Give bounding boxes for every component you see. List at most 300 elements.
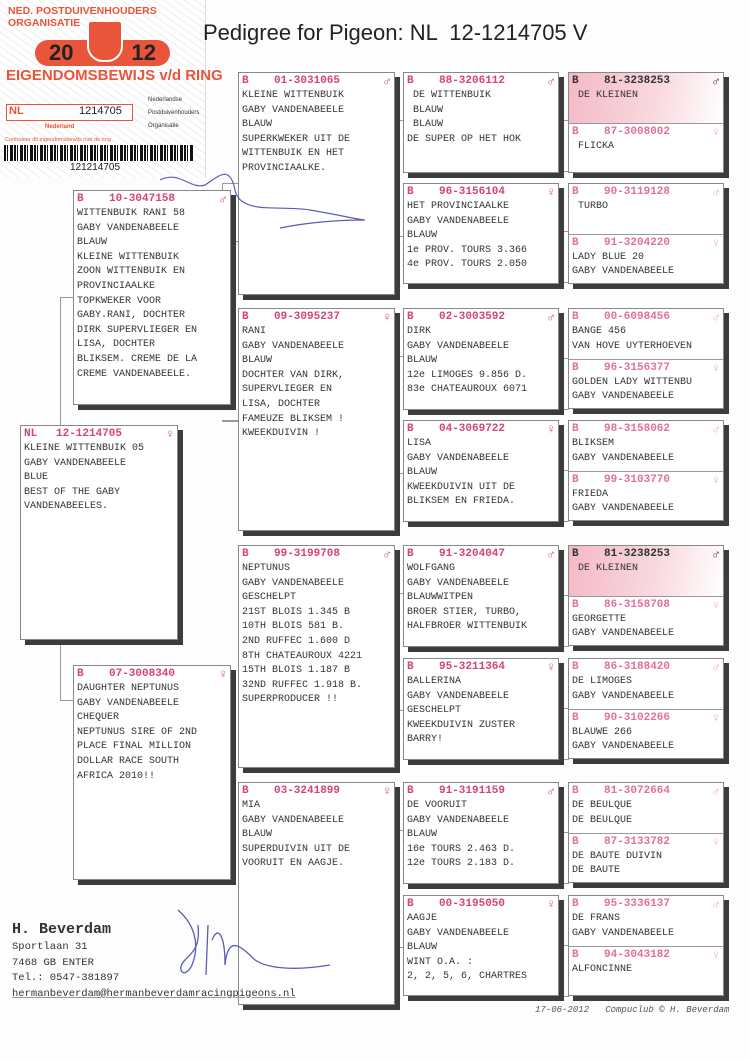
pigeon-card-ssds[interactable] xyxy=(569,184,723,234)
country-prefix: B xyxy=(572,186,579,198)
pigeon-header xyxy=(242,784,391,799)
pigeon-info-line: BLUE xyxy=(24,472,49,484)
pigeon-header xyxy=(407,547,555,562)
sex-icon: ♀ xyxy=(547,660,555,675)
pigeon-info-line: WITTENBUIK RANI 58 xyxy=(77,208,186,219)
owner-phone: Tel.: 0547-381897 xyxy=(12,972,120,984)
pigeon-info-line: 12e LIMOGES 9.856 D. xyxy=(407,369,528,381)
pedigree-connector xyxy=(222,420,239,422)
pigeon-info-line: BLAUW xyxy=(407,104,444,116)
pigeon-info-line: SUPERDUIVIN UIT DE xyxy=(242,843,351,855)
pigeon-info-line: KLEINE WITTENBUIK 05 xyxy=(24,443,145,454)
ring-number: 03-3241899 xyxy=(274,785,341,797)
sex-icon: ♂ xyxy=(712,310,720,325)
cert-ring-number: 1214705 xyxy=(79,105,122,117)
npo-logo xyxy=(148,94,199,133)
country-prefix: B xyxy=(407,186,414,198)
ring-number: 87-3008002 xyxy=(604,125,671,138)
country-prefix: B xyxy=(77,193,84,205)
cert-country: NL xyxy=(9,105,24,117)
country-prefix: B xyxy=(572,548,579,560)
page-title: Pedigree for Pigeon: NL 12-1214705 V xyxy=(203,20,588,45)
pedigree-connector xyxy=(60,640,74,701)
pigeon-info-line: BEST OF THE GABY xyxy=(24,486,121,498)
country-prefix: B xyxy=(572,423,579,435)
country-prefix: B xyxy=(572,311,579,323)
sex-icon: ♀ xyxy=(383,310,391,325)
pigeon-card-sddd[interactable] xyxy=(569,471,723,521)
pigeon-info-line: 83e CHATEAUROUX 6071 xyxy=(407,384,528,396)
pigeon-card-sdss[interactable] xyxy=(569,309,723,359)
pigeon-info-line: GABY VANDENABEELE xyxy=(407,577,510,589)
pigeon-card-sd[interactable] xyxy=(238,308,395,531)
cert-heading: EIGENDOMSBEWIJS v/d RING xyxy=(6,67,223,84)
pigeon-header xyxy=(77,667,227,682)
pigeon-info-line: DIRK xyxy=(407,326,432,337)
pigeon-pair-card xyxy=(568,308,724,409)
pigeon-info-line: BLIKSEM EN FRIEDA. xyxy=(407,496,516,508)
lion-crest-icon xyxy=(87,20,123,62)
pigeon-header xyxy=(572,473,720,488)
country-prefix: B xyxy=(572,785,579,797)
country-prefix: B xyxy=(572,661,579,673)
pigeon-info-line: VANDENABEELES. xyxy=(24,501,109,513)
pigeon-card-sss[interactable] xyxy=(403,72,559,173)
pigeon-info-line: GABY VANDENABEELE xyxy=(572,503,675,515)
country-prefix: B xyxy=(572,948,579,961)
ring-number: 95-3336137 xyxy=(604,898,671,910)
pigeon-info-line: 4e PROV. TOURS 2.050 xyxy=(407,259,528,271)
pigeon-info-line: GABY VANDENABEELE xyxy=(77,697,180,709)
pigeon-info-line: NEPTUNUS SIRE OF 2ND xyxy=(77,726,198,738)
pigeon-info-line: GABY VANDENABEELE xyxy=(572,927,675,939)
sex-icon: ♀ xyxy=(166,427,174,442)
ring-number: 86-3188420 xyxy=(604,661,671,673)
sex-icon: ♂ xyxy=(712,185,720,200)
sex-icon: ♂ xyxy=(547,547,555,562)
sex-icon: ♀ xyxy=(712,235,720,251)
ring-number: 94-3043182 xyxy=(604,948,671,961)
cert-org: NED. POSTDUIVENHOUDERS ORGANISATIE xyxy=(8,5,157,29)
pigeon-header xyxy=(572,74,720,89)
sex-icon: ♀ xyxy=(712,947,720,963)
pigeon-info-line: KWEEKDUIVIN ZUSTER xyxy=(407,719,516,731)
pigeon-header xyxy=(407,422,555,437)
pigeon-info-line: ZOON WITTENBUIK EN xyxy=(77,266,186,278)
npo-line: Organisatie xyxy=(148,123,179,129)
pigeon-info-line: MIA xyxy=(242,800,261,811)
pigeon-info-line: GABY VANDENABEELE xyxy=(572,391,675,403)
pigeon-info-line: GABY VANDENABEELE xyxy=(24,457,127,469)
pigeon-header xyxy=(407,660,555,675)
sex-icon: ♂ xyxy=(547,310,555,325)
pigeon-card-subject[interactable] xyxy=(20,425,178,640)
ring-number: 96-3156104 xyxy=(439,186,506,198)
country-prefix: B xyxy=(407,423,414,435)
country-prefix: B xyxy=(572,361,579,374)
sex-icon: ♂ xyxy=(219,192,227,207)
pigeon-header xyxy=(572,897,720,912)
pigeon-card-dssd[interactable] xyxy=(569,596,723,646)
pigeon-info-line: 1e PROV. TOURS 3.366 xyxy=(407,244,528,256)
pigeon-info-line: DE BEULQUE xyxy=(572,800,633,811)
pigeon-info-line: DE BEULQUE xyxy=(572,814,633,826)
pigeon-info-line: LISA, DOCHTER xyxy=(242,398,321,410)
pigeon-info-line: PROVINCIAALKE. xyxy=(242,162,327,174)
pigeon-header xyxy=(572,547,720,562)
ring-number: 99-3103770 xyxy=(604,473,671,486)
ring-number: 98-3158062 xyxy=(604,423,671,435)
sex-icon: ♂ xyxy=(712,784,720,799)
pigeon-info-line: GABY VANDENABEELE xyxy=(407,340,510,352)
pigeon-info-line: GABY VANDENABEELE xyxy=(242,340,345,352)
ring-number: 96-3156377 xyxy=(604,361,671,374)
pigeon-info-line: GABY VANDENABEELE xyxy=(407,215,510,227)
pigeon-info-line: AAGJE xyxy=(407,913,438,924)
country-prefix: B xyxy=(242,785,249,797)
pigeon-info-line: TURBO xyxy=(572,201,609,212)
sex-icon: ♀ xyxy=(712,124,720,140)
pigeon-card-dsss[interactable] xyxy=(569,546,723,596)
ring-number: 07-3008340 xyxy=(109,668,176,680)
sex-icon: ♂ xyxy=(383,74,391,89)
pigeon-info-line: DE WITTENBUIK xyxy=(407,90,492,101)
owner-street: Sportlaan 31 xyxy=(12,941,88,953)
pen-scribble xyxy=(160,170,380,230)
pigeon-header xyxy=(407,185,555,200)
pigeon-info-line: GABY.RANI, DOCHTER xyxy=(77,310,186,322)
country-prefix: B xyxy=(77,668,84,680)
barcode xyxy=(4,145,194,161)
owner-email[interactable]: hermanbeverdam@hermanbeverdamracingpigeons.nl xyxy=(12,987,296,1000)
pigeon-info-line: HALFBROER WITTENBUIK xyxy=(407,621,528,633)
pigeon-info-line: BLAUW xyxy=(407,942,438,954)
sex-icon: ♀ xyxy=(712,597,720,613)
pigeon-info-line: CHEQUER xyxy=(77,712,120,724)
owner-name: H. Beverdam xyxy=(12,921,112,938)
pigeon-info-line: AFRICA 2010!! xyxy=(77,770,156,782)
country-prefix: B xyxy=(572,473,579,486)
pigeon-card-dsds[interactable] xyxy=(569,659,723,709)
pigeon-card-ddss[interactable] xyxy=(569,783,723,833)
pigeon-card-ssss[interactable] xyxy=(569,73,723,123)
pigeon-header xyxy=(572,598,720,613)
ring-number: 12-1214705 xyxy=(56,428,123,440)
ring-number: 91-3191159 xyxy=(439,785,506,797)
pigeon-info-line: TOPKWEKER VOOR xyxy=(77,295,162,307)
pigeon-info-line: DE FRANS xyxy=(572,913,621,924)
pigeon-info-line: BROER STIER, TURBO, xyxy=(407,606,522,618)
pigeon-header xyxy=(572,361,720,376)
ring-number: 81-3238253 xyxy=(604,548,671,560)
pigeon-info-line: HET PROVINCIAALKE xyxy=(407,201,510,212)
country-prefix: B xyxy=(572,835,579,848)
pigeon-info-line: GABY VANDENABEELE xyxy=(572,690,675,702)
pigeon-info-line: GABY VANDENABEELE xyxy=(242,814,345,826)
pigeon-info-line: 32ND RUFFEC 1.918 B. xyxy=(242,679,363,691)
pigeon-info-line: GABY VANDENABEELE xyxy=(572,266,675,278)
pigeon-info-line: SUPERKWEKER UIT DE xyxy=(242,133,351,145)
ring-number: 09-3095237 xyxy=(274,311,341,323)
pigeon-info-line: ALFONCINNE xyxy=(572,963,633,975)
cert-year-left: 20 xyxy=(49,40,74,65)
pigeon-info-line: KLEINE WITTENBUIK xyxy=(242,90,345,101)
pigeon-info-line: GABY VANDENABEELE xyxy=(407,927,510,939)
pigeon-info-line: BLAUW xyxy=(407,230,438,242)
pigeon-info-line: BLIKSEM. CREME DE LA xyxy=(77,353,198,365)
sex-icon: ♀ xyxy=(712,360,720,376)
pigeon-card-ddds[interactable] xyxy=(569,896,723,946)
pedigree-connector xyxy=(60,297,74,427)
pigeon-info-line: BLAUW xyxy=(407,355,438,367)
footer-credit: 17-06-2012 Compuclub © H. Beverdam xyxy=(535,1005,730,1015)
owner-city: 7468 GB ENTER xyxy=(12,956,94,969)
ring-number: 81-3072664 xyxy=(604,785,671,797)
country-prefix: B xyxy=(572,711,579,724)
sex-icon: ♀ xyxy=(219,667,227,682)
pigeon-header xyxy=(572,711,720,726)
pigeon-info-line: DE KLEINEN xyxy=(572,563,639,574)
pigeon-info-line: BLAUW xyxy=(407,119,444,131)
pigeon-info-line: DE BAUTE DUIVIN xyxy=(572,850,663,862)
pigeon-info-line: KWEEKDUIVIN UIT DE xyxy=(407,481,516,493)
pigeon-header xyxy=(572,784,720,799)
pigeon-info-line: GABY VANDENABEELE xyxy=(242,104,345,116)
country-prefix: B xyxy=(407,311,414,323)
pigeon-info-line: WITTENBUIK EN HET xyxy=(242,148,345,160)
npo-line: Postduivenhouders xyxy=(148,110,200,116)
ring-number: 90-3119128 xyxy=(604,186,671,198)
pigeon-card-ddsd[interactable] xyxy=(569,833,723,883)
pigeon-card-dsd[interactable] xyxy=(403,658,559,760)
pigeon-info-line: VAN HOVE UYTERHOEVEN xyxy=(572,340,693,352)
pigeon-header xyxy=(407,74,555,89)
pigeon-info-line: 8TH CHATEAUROUX 4221 xyxy=(242,650,363,662)
pigeon-info-line: BLAUW xyxy=(242,119,273,131)
pigeon-card-sdds[interactable] xyxy=(569,421,723,471)
pigeon-header xyxy=(572,310,720,325)
country-prefix: B xyxy=(407,785,414,797)
pigeon-info-line: FRIEDA xyxy=(572,488,609,500)
pigeon-header xyxy=(242,74,391,89)
pigeon-card-d[interactable] xyxy=(73,665,231,880)
ring-number: 88-3206112 xyxy=(439,75,506,87)
sex-icon: ♀ xyxy=(383,784,391,799)
pigeon-header xyxy=(242,310,391,325)
pigeon-info-line: BLAUW xyxy=(77,237,108,249)
pigeon-info-line: LADY BLUE 20 xyxy=(572,251,645,263)
pigeon-info-line: BLAUW xyxy=(242,829,273,841)
pigeon-info-line: LISA, DOCHTER xyxy=(77,339,156,351)
pigeon-header xyxy=(407,784,555,799)
pigeon-header xyxy=(242,547,391,562)
pigeon-info-line: WOLFGANG xyxy=(407,563,456,574)
pigeon-card-sdsd[interactable] xyxy=(569,359,723,409)
pigeon-info-line: GABY VANDENABEELE xyxy=(572,741,675,753)
country-prefix: B xyxy=(242,75,249,87)
pigeon-header xyxy=(24,427,174,442)
pigeon-card-dddd[interactable] xyxy=(569,946,723,996)
ring-number: 91-3204047 xyxy=(439,548,506,560)
pigeon-pair-card xyxy=(568,782,724,883)
pigeon-header xyxy=(572,835,720,850)
ring-certificate xyxy=(0,0,223,178)
pigeon-info-line: BLAUWE 266 xyxy=(572,726,633,738)
pigeon-info-line: DE KLEINEN xyxy=(572,90,639,101)
ring-number: 00-6098456 xyxy=(604,311,671,323)
pigeon-info-line: GABY VANDENABEELE xyxy=(572,452,675,464)
sex-icon: ♀ xyxy=(712,710,720,726)
sex-icon: ♂ xyxy=(712,897,720,912)
pigeon-card-ssd[interactable] xyxy=(403,183,559,284)
country-prefix: B xyxy=(407,75,414,87)
pigeon-header xyxy=(572,422,720,437)
pigeon-header xyxy=(572,948,720,963)
signature xyxy=(170,905,340,985)
pigeon-card-ssdd[interactable] xyxy=(569,234,723,284)
pigeon-info-line: DOLLAR RACE SOUTH xyxy=(77,755,180,767)
pigeon-header xyxy=(572,236,720,251)
pigeon-info-line: PROVINCIAALKE xyxy=(77,280,156,292)
pigeon-info-line: 12e TOURS 2.183 D. xyxy=(407,858,516,870)
pigeon-info-line: 16e TOURS 2.463 D. xyxy=(407,843,516,855)
pigeon-info-line: BALLERINA xyxy=(407,676,462,687)
country-prefix: B xyxy=(572,75,579,87)
pigeon-info-line: GABY VANDENABEELE xyxy=(407,452,510,464)
pigeon-info-line: PLACE FINAL MILLION xyxy=(77,741,192,753)
pigeon-pair-card xyxy=(568,72,724,173)
sex-icon: ♂ xyxy=(712,422,720,437)
pigeon-info-line: BLAUW xyxy=(242,355,273,367)
pigeon-info-line: NEPTUNUS xyxy=(242,563,291,574)
pigeon-card-sdd[interactable] xyxy=(403,420,559,522)
ring-number: 00-3195050 xyxy=(439,898,506,910)
pigeon-info-line: 21ST BLOIS 1.345 B xyxy=(242,606,351,618)
pigeon-pair-card xyxy=(568,420,724,521)
pigeon-card-ds[interactable] xyxy=(238,545,395,768)
cert-year-right: 12 xyxy=(131,40,156,65)
pigeon-info-line: FAMEUZE BLIKSEM ! xyxy=(242,413,345,425)
ring-number: 86-3158708 xyxy=(604,598,671,611)
pigeon-info-line: BLAUW xyxy=(407,467,438,479)
country-prefix: B xyxy=(407,661,414,673)
pigeon-info-line: 10TH BLOIS 581 B. xyxy=(242,621,345,633)
pigeon-info-line: GEORGETTE xyxy=(572,613,627,625)
pigeon-info-line: DE LIMOGES xyxy=(572,676,633,687)
pigeon-info-line: BARRY! xyxy=(407,734,444,746)
pigeon-info-line: GABY VANDENABEELE xyxy=(407,814,510,826)
pigeon-info-line: DIRK SUPERVLIEGER EN xyxy=(77,324,198,336)
country-prefix: B xyxy=(242,548,249,560)
country-prefix: NL xyxy=(24,428,38,440)
pigeon-info-line: KWEEKDUIVIN ! xyxy=(242,428,321,440)
ring-number: 10-3047158 xyxy=(109,193,176,205)
cert-control-note: Controleer dit eigendomsbewijs met de ring xyxy=(5,137,111,143)
pigeon-info-line: GOLDEN LADY WITTENBU xyxy=(572,376,693,388)
country-prefix: B xyxy=(572,236,579,249)
cert-ring-field xyxy=(6,104,133,121)
pigeon-info-line: DE BAUTE xyxy=(572,865,621,877)
ring-number: 81-3238253 xyxy=(604,75,671,87)
pigeon-card-ddd[interactable] xyxy=(403,895,559,996)
sex-icon: ♀ xyxy=(547,422,555,437)
pigeon-pair-card xyxy=(568,183,724,284)
pigeon-card-sds[interactable] xyxy=(403,308,559,410)
sex-icon: ♂ xyxy=(712,660,720,675)
country-prefix: B xyxy=(572,898,579,910)
ring-number: 99-3199708 xyxy=(274,548,341,560)
pigeon-pair-card xyxy=(568,658,724,759)
pigeon-card-dsdd[interactable] xyxy=(569,709,723,759)
pigeon-info-line: BLIKSEM xyxy=(572,438,615,449)
pigeon-info-line: DE VOORUIT xyxy=(407,800,468,811)
pigeon-info-line: GABY VANDENABEELE xyxy=(572,628,675,640)
pigeon-pair-card xyxy=(568,895,724,996)
ring-number: 01-3031065 xyxy=(274,75,341,87)
pigeon-info-line: SUPERPRODUCER !! xyxy=(242,694,339,706)
pigeon-header xyxy=(407,897,555,912)
country-prefix: B xyxy=(242,311,249,323)
npo-line: Nederlandse xyxy=(148,97,183,103)
sex-icon: ♂ xyxy=(547,74,555,89)
pigeon-card-dds[interactable] xyxy=(403,782,559,884)
pigeon-info-line: VOORUIT EN AAGJE. xyxy=(242,858,345,870)
pigeon-info-line: GESCHELPT xyxy=(242,592,297,604)
ring-number: 90-3102266 xyxy=(604,711,671,724)
ring-number: 02-3003592 xyxy=(439,311,506,323)
pigeon-info-line: FLICKA xyxy=(572,140,615,152)
pigeon-info-line: GABY VANDENABEELE xyxy=(407,690,510,702)
sex-icon: ♀ xyxy=(547,185,555,200)
pigeon-info-line: DOCHTER VAN DIRK, xyxy=(242,369,345,381)
pigeon-card-dss[interactable] xyxy=(403,545,559,647)
pigeon-info-line: BANGE 456 xyxy=(572,326,627,337)
country-prefix: B xyxy=(572,125,579,138)
sex-icon: ♂ xyxy=(712,547,720,562)
pigeon-info-line: BLAUW xyxy=(407,829,438,841)
cert-nederland: Nederland xyxy=(45,124,75,130)
pigeon-header xyxy=(572,125,720,140)
ring-number: 95-3211364 xyxy=(439,661,506,673)
pigeon-card-sssd[interactable] xyxy=(569,123,723,173)
pigeon-info-line: GABY VANDENABEELE xyxy=(77,222,180,234)
sex-icon: ♂ xyxy=(547,784,555,799)
country-prefix: B xyxy=(407,548,414,560)
pigeon-info-line: WINT O.A. : xyxy=(407,956,474,968)
barcode-number: 121214705 xyxy=(70,162,121,173)
pigeon-info-line: KLEINE WITTENBUIK xyxy=(77,251,180,263)
pigeon-info-line: BLAUWWITPEN xyxy=(407,592,474,604)
sex-icon: ♂ xyxy=(383,547,391,562)
pigeon-info-line: GESCHELPT xyxy=(407,705,462,717)
pigeon-header xyxy=(572,185,720,200)
pigeon-info-line: CREME VANDENABEELE. xyxy=(77,368,192,380)
sex-icon: ♀ xyxy=(547,897,555,912)
pigeon-info-line: 15TH BLOIS 1.187 B xyxy=(242,665,351,677)
pigeon-info-line: LISA xyxy=(407,438,432,449)
pigeon-info-line: 2ND RUFFEC 1.600 D xyxy=(242,635,351,647)
pigeon-header xyxy=(407,310,555,325)
pigeon-info-line: 2, 2, 5, 6, CHARTRES xyxy=(407,971,528,983)
sex-icon: ♂ xyxy=(712,74,720,89)
ring-number: 04-3069722 xyxy=(439,423,506,435)
pigeon-info-line: DE SUPER OP HET HOK xyxy=(407,133,522,145)
pigeon-info-line: GABY VANDENABEELE xyxy=(242,577,345,589)
sex-icon: ♀ xyxy=(712,472,720,488)
country-prefix: B xyxy=(407,898,414,910)
country-prefix: B xyxy=(572,598,579,611)
ring-number: 87-3133782 xyxy=(604,835,671,848)
